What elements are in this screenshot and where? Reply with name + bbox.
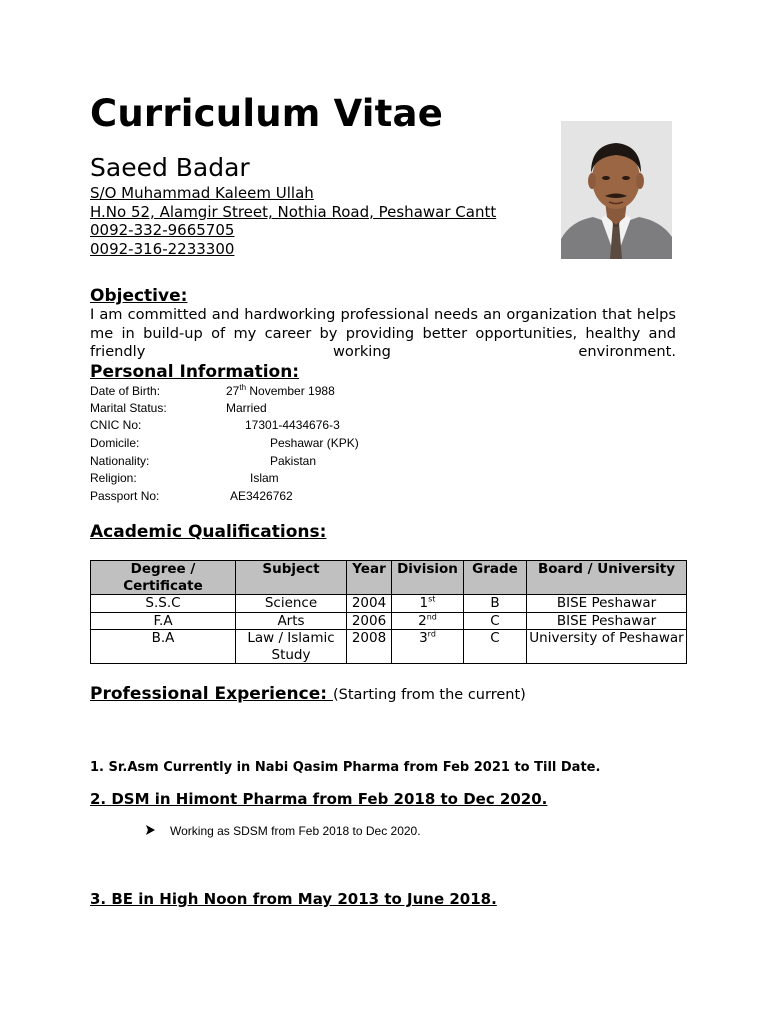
experience-heading: Professional Experience: — [90, 684, 333, 704]
passport-value: AE3426762 — [230, 489, 293, 503]
experience-item-1: 1. Sr.Asm Currently in Nabi Qasim Pharma from Feb 2021 to Till Date. — [90, 760, 601, 775]
religion-value: Islam — [250, 471, 279, 485]
academic-table — [90, 560, 687, 664]
arrow-bullet-icon — [145, 824, 170, 838]
cell-grade: C — [464, 630, 527, 664]
personal-info-heading: Personal Information: — [90, 362, 300, 382]
cell-board: BISE Peshawar — [527, 595, 687, 613]
experience-item-3: 3. BE in High Noon from May 2013 to June 2018. — [90, 890, 497, 908]
experience-item-2: 2. DSM in Himont Pharma from Feb 2018 to Dec 2020. — [90, 790, 548, 808]
cell-year: 2004 — [347, 595, 392, 613]
experience-heading-line — [90, 684, 526, 704]
cell-grade: B — [464, 595, 527, 613]
father-name: S/O Muhammad Kaleem Ullah — [90, 184, 314, 202]
domicile-value: Peshawar (KPK) — [270, 436, 359, 450]
table-header-row — [91, 561, 687, 595]
candidate-name: Saeed Badar — [90, 153, 250, 182]
cell-year: 2008 — [347, 630, 392, 664]
column-header-degree: Degree / Certificate — [91, 561, 236, 595]
cell-subject: Science — [236, 595, 347, 613]
objective-heading: Objective: — [90, 286, 188, 306]
cell-grade: C — [464, 612, 527, 630]
experience-item-2-detail — [145, 824, 421, 838]
cell-division: 2nd — [392, 612, 464, 630]
dob-label: Date of Birth: — [90, 384, 161, 398]
experience-note: (Starting from the current) — [332, 687, 526, 703]
cnic-label: CNIC No: — [90, 418, 142, 432]
cell-degree: F.A — [91, 612, 236, 630]
table-row — [91, 595, 687, 613]
cell-division: 3rd — [392, 630, 464, 664]
column-header-subject: Subject — [236, 561, 347, 595]
cell-board: BISE Peshawar — [527, 612, 687, 630]
objective-text: I am committed and hardworking professional needs an organization that helps me in build-up of my career by providing better opportunities, healthy and friendly working environment. — [90, 306, 676, 360]
cell-subject: Arts — [236, 612, 347, 630]
column-header-division: Division — [392, 561, 464, 595]
address: H.No 52, Alamgir Street, Nothia Road, Peshawar Cantt — [90, 203, 497, 221]
table-row — [91, 630, 687, 664]
dob-value: 27th November 1988 — [226, 383, 335, 398]
cell-subject: Law / Islamic Study — [236, 630, 347, 664]
domicile-label: Domicile: — [90, 436, 140, 450]
cell-degree: B.A — [91, 630, 236, 664]
column-header-grade: Grade — [464, 561, 527, 595]
phone-number-2: 0092-316-2233300 — [90, 240, 235, 258]
phone-number-1: 0092-332-9665705 — [90, 221, 235, 239]
cell-degree: S.S.C — [91, 595, 236, 613]
cell-year: 2006 — [347, 612, 392, 630]
table-row — [91, 612, 687, 630]
column-header-board: Board / University — [527, 561, 687, 595]
cell-division: 1st — [392, 595, 464, 613]
marital-status-value: Married — [226, 401, 267, 415]
experience-item-2-detail-text: Working as SDSM from Feb 2018 to Dec 2020. — [170, 824, 421, 838]
nationality-value: Pakistan — [270, 454, 317, 468]
cnic-value: 17301-4434676-3 — [245, 418, 340, 432]
nationality-label: Nationality: — [90, 454, 150, 468]
column-header-year: Year — [347, 561, 392, 595]
cell-board: University of Peshawar — [527, 630, 687, 664]
profile-photo — [561, 121, 672, 259]
religion-label: Religion: — [90, 471, 137, 485]
cv-title: Curriculum Vitae — [90, 92, 444, 135]
marital-status-label: Marital Status: — [90, 401, 167, 415]
academic-heading: Academic Qualifications: — [90, 522, 327, 542]
passport-label: Passport No: — [90, 489, 160, 503]
